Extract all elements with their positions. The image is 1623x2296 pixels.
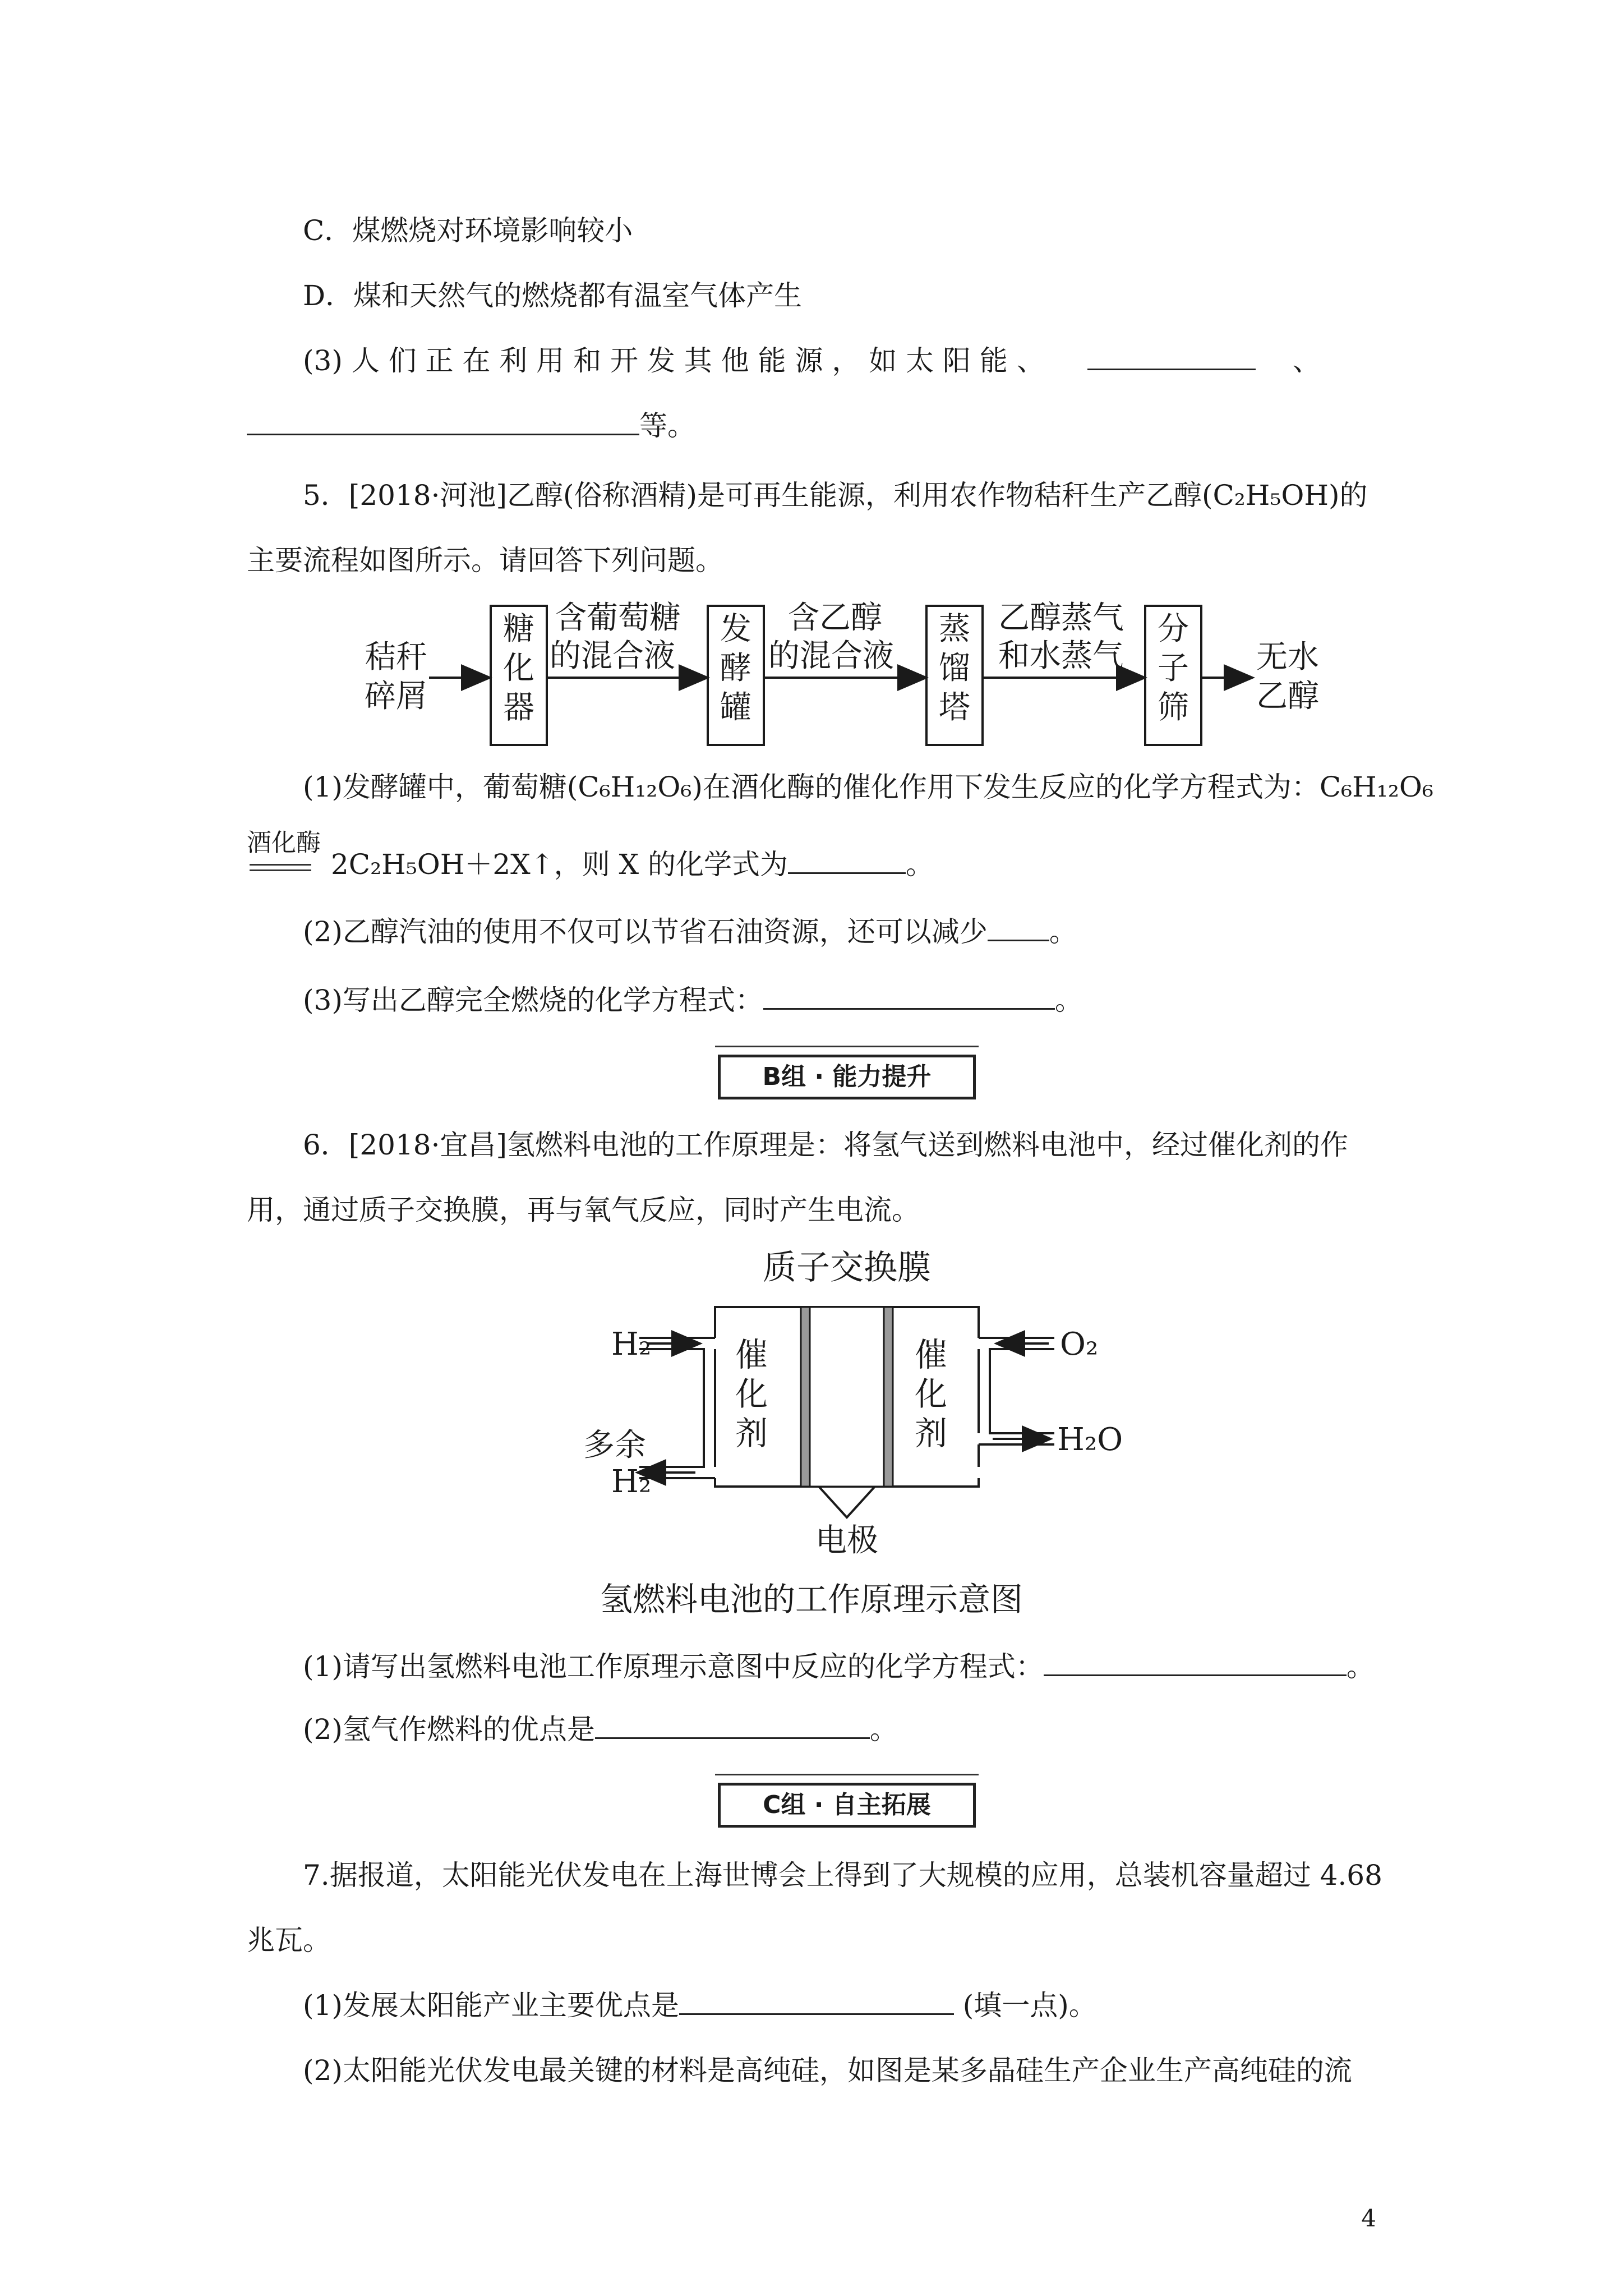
h2o-output-label: H₂O [1057,1421,1123,1458]
o2-input-label: O₂ [1060,1326,1099,1363]
fuel-cell-diagram [583,1245,1123,1559]
equation-double-line [250,869,311,871]
h2-input-label: H₂ [611,1326,652,1363]
section-b-badge: B组 · 能力提升 [718,1055,976,1099]
flow-start-2: 碎屑 [365,678,427,715]
svg-text:催: 催 [914,1336,948,1374]
svg-text:剂: 剂 [735,1414,768,1452]
q5-sub1-line1: (1)发酵罐中，葡萄糖(C₆H₁₂O₆)在酒化酶的催化作用下发生反应的化学方程式为：C₆H₁₂O₆ [303,771,1433,803]
box-fermenter [708,606,764,745]
option-d: D．煤和天然气的燃烧都有温室气体产生 [303,279,803,312]
q7-stem-line2: 兆瓦。 [247,1924,331,1957]
q5-sub2 [303,914,1077,949]
q5-sub3-text: (3)写出乙醇完全燃烧的化学方程式： [303,984,763,1016]
ethanol-flow-diagram [353,595,1340,752]
proton-exchange-membrane [810,1307,884,1487]
svg-text:馏: 馏 [939,650,970,687]
svg-text:剂: 剂 [914,1414,948,1452]
section-c-badge: C组 · 自主拓展 [718,1783,976,1828]
svg-text:化: 化 [503,650,534,687]
q5-sub1-text: 2C₂H₅OH＋2X↑，则 X 的化学式为 [331,848,789,881]
q6-sub2-end: 。 [869,1713,898,1746]
flow-start-1: 秸秆 [365,639,427,675]
q5-sub1-line2 [331,847,934,882]
q4-sub3 [303,343,1321,378]
flow-arrow3-label1: 乙醇蒸气 [998,600,1124,636]
q4-sub3-suffix: 等。 [639,409,695,442]
svg-text:化: 化 [735,1375,768,1413]
excess-h2-label: H₂ [611,1464,652,1500]
section-c-rule [715,1774,979,1775]
q7-sub1-text: (1)发展太阳能产业主要优点是 [303,1989,679,2022]
q6-sub2-text: (2)氢气作燃料的优点是 [303,1713,595,1746]
q5-stem-line2: 主要流程如图所示。请回答下列问题。 [247,544,723,577]
q4-sub3-text: (3) 人 们 正 在 利 用 和 开 发 其 他 能 源 ， 如 太 阳 能 、 [303,344,1045,377]
q7-sub1-end: (填一点)。 [953,1989,1097,2022]
electrode-label: 电极 [815,1522,878,1559]
flow-end-2: 乙醇 [1256,678,1319,715]
flow-arrow3-label2: 和水蒸气 [998,638,1124,674]
q5-catalyst-label: 酒化酶 [247,829,321,857]
flow-arrow2-label2: 的混合液 [768,638,894,674]
q6-stem-line1: 6．[2018·宜昌]氢燃料电池的工作原理是：将氢气送到燃料电池中，经过催化剂的作 [303,1129,1348,1161]
electrode-left [801,1307,810,1487]
catalyst-right-label [915,1336,947,1452]
q7-sub2: (2)太阳能光伏发电最关键的材料是高纯硅，如图是某多晶硅生产企业生产高纯硅的流 [303,2054,1352,2087]
svg-text:发: 发 [720,611,751,647]
q4-sub3-cont [247,408,695,443]
flow-arrow2-label1: 含乙醇 [788,600,882,636]
section-b-rule [715,1046,979,1047]
svg-text:蒸: 蒸 [939,611,970,647]
svg-text:罐: 罐 [720,689,751,726]
q5-sub1-end: 。 [906,848,934,881]
q5-sub3 [303,983,1083,1018]
q7-stem-line1: 7.据报道，太阳能光伏发电在上海世博会上得到了大规模的应用，总装机容量超过 4.68 [303,1859,1382,1892]
q6-sub1-text: (1)请写出氢燃料电池工作原理示意图中反应的化学方程式： [303,1650,1044,1683]
svg-text:分: 分 [1158,611,1189,647]
box-distillation-tower [926,606,983,745]
catalyst-left-label [735,1336,768,1452]
answer-blank[interactable] [788,848,906,874]
fuel-cell-caption: 氢燃料电池的工作原理示意图 [600,1580,1023,1618]
electrode-pointer [819,1487,875,1517]
svg-text:糖: 糖 [503,611,534,647]
box-saccharifier [491,606,547,745]
q5-sub3-end: 。 [1054,984,1083,1016]
q6-sub2 [303,1712,898,1747]
svg-text:催: 催 [735,1336,768,1374]
electrode-right [884,1307,893,1487]
q5-sub2-end: 。 [1049,915,1077,948]
svg-text:化: 化 [914,1375,948,1413]
flow-arrow1-label2: 的混合液 [550,638,675,674]
svg-text:器: 器 [503,689,534,726]
q6-stem-line2: 用，通过质子交换膜，再与氧气反应，同时产生电流。 [247,1194,920,1226]
answer-blank[interactable] [247,409,639,435]
answer-blank[interactable] [988,915,1049,941]
page-number: 4 [1361,2205,1376,2232]
box-molecular-sieve [1145,606,1201,745]
equation-double-line [250,864,311,866]
q6-sub1 [303,1649,1375,1684]
q5-stem-line1: 5．[2018·河池]乙醇(俗称酒精)是可再生能源，利用农作物秸秆生产乙醇(C₂H₅OH)的 [303,479,1368,512]
excess-label: 多余 [583,1427,646,1464]
answer-blank[interactable] [679,1989,954,2015]
q5-sub2-text: (2)乙醇汽油的使用不仅可以节省石油资源，还可以减少 [303,915,988,948]
answer-blank[interactable] [1087,344,1256,370]
answer-blank[interactable] [763,983,1055,1010]
svg-text:子: 子 [1158,650,1189,687]
q6-sub1-end: 。 [1346,1650,1375,1683]
q4-sub3-comma: 、 [1292,344,1321,377]
answer-blank[interactable] [1044,1650,1347,1676]
answer-blank[interactable] [595,1713,870,1739]
option-c: C．煤燃烧对环境影响较小 [303,214,633,247]
svg-text:塔: 塔 [939,689,970,726]
flow-end-1: 无水 [1256,639,1319,675]
q7-sub1 [303,1988,1097,2023]
svg-text:筛: 筛 [1158,689,1189,726]
svg-text:酵: 酵 [720,650,751,687]
flow-arrow1-label1: 含葡萄糖 [555,600,681,636]
membrane-label: 质子交换膜 [763,1248,931,1287]
